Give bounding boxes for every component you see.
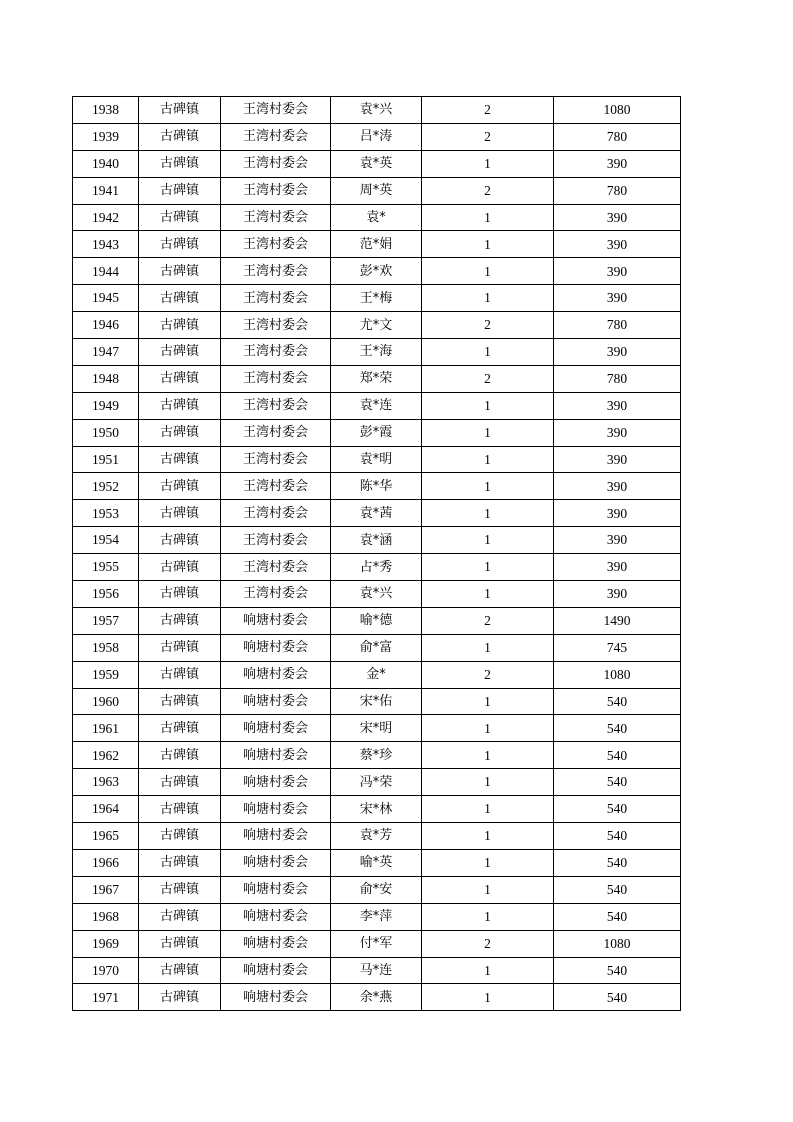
table-row — [73, 607, 681, 634]
table-row — [73, 123, 681, 150]
cell-household-count: 1 — [422, 339, 554, 366]
cell-village-committee: 响塘村委会 — [221, 796, 331, 823]
cell-town: 古碑镇 — [139, 365, 221, 392]
table-row — [73, 688, 681, 715]
cell-serial-number: 1960 — [73, 688, 139, 715]
cell-serial-number: 1948 — [73, 365, 139, 392]
cell-household-count: 1 — [422, 715, 554, 742]
cell-serial-number: 1945 — [73, 285, 139, 312]
cell-household-count: 1 — [422, 473, 554, 500]
table-row — [73, 204, 681, 231]
cell-serial-number: 1956 — [73, 581, 139, 608]
cell-village-committee: 响塘村委会 — [221, 769, 331, 796]
cell-serial-number: 1971 — [73, 984, 139, 1011]
cell-person-name: 马*连 — [331, 957, 422, 984]
cell-town: 古碑镇 — [139, 123, 221, 150]
cell-town: 古碑镇 — [139, 258, 221, 285]
cell-town: 古碑镇 — [139, 473, 221, 500]
cell-village-committee: 响塘村委会 — [221, 661, 331, 688]
table-row — [73, 903, 681, 930]
cell-household-count: 1 — [422, 231, 554, 258]
cell-household-count: 1 — [422, 419, 554, 446]
table-row — [73, 285, 681, 312]
table-row — [73, 365, 681, 392]
cell-village-committee: 王湾村委会 — [221, 258, 331, 285]
cell-amount: 1490 — [554, 607, 681, 634]
cell-village-committee: 王湾村委会 — [221, 285, 331, 312]
table-row — [73, 446, 681, 473]
cell-serial-number: 1944 — [73, 258, 139, 285]
cell-serial-number: 1949 — [73, 392, 139, 419]
cell-village-committee: 王湾村委会 — [221, 446, 331, 473]
cell-household-count: 1 — [422, 823, 554, 850]
cell-serial-number: 1959 — [73, 661, 139, 688]
cell-town: 古碑镇 — [139, 97, 221, 124]
cell-person-name: 宋*佑 — [331, 688, 422, 715]
cell-amount: 540 — [554, 715, 681, 742]
cell-amount: 390 — [554, 285, 681, 312]
cell-serial-number: 1965 — [73, 823, 139, 850]
table-row — [73, 419, 681, 446]
cell-amount: 540 — [554, 742, 681, 769]
cell-town: 古碑镇 — [139, 769, 221, 796]
cell-amount: 390 — [554, 581, 681, 608]
cell-person-name: 金* — [331, 661, 422, 688]
table-row — [73, 231, 681, 258]
cell-serial-number: 1961 — [73, 715, 139, 742]
cell-person-name: 占*秀 — [331, 554, 422, 581]
cell-household-count: 2 — [422, 97, 554, 124]
cell-town: 古碑镇 — [139, 446, 221, 473]
cell-town: 古碑镇 — [139, 634, 221, 661]
cell-household-count: 1 — [422, 688, 554, 715]
cell-person-name: 付*军 — [331, 930, 422, 957]
cell-person-name: 袁*涵 — [331, 527, 422, 554]
cell-town: 古碑镇 — [139, 419, 221, 446]
cell-amount: 745 — [554, 634, 681, 661]
cell-person-name: 袁*兴 — [331, 97, 422, 124]
table-row — [73, 634, 681, 661]
cell-town: 古碑镇 — [139, 204, 221, 231]
cell-serial-number: 1970 — [73, 957, 139, 984]
cell-household-count: 1 — [422, 581, 554, 608]
table-row — [73, 312, 681, 339]
cell-village-committee: 王湾村委会 — [221, 500, 331, 527]
cell-village-committee: 王湾村委会 — [221, 97, 331, 124]
cell-town: 古碑镇 — [139, 876, 221, 903]
cell-household-count: 1 — [422, 446, 554, 473]
cell-village-committee: 王湾村委会 — [221, 177, 331, 204]
cell-household-count: 1 — [422, 796, 554, 823]
table-row — [73, 527, 681, 554]
table-row — [73, 258, 681, 285]
cell-serial-number: 1955 — [73, 554, 139, 581]
cell-town: 古碑镇 — [139, 661, 221, 688]
cell-town: 古碑镇 — [139, 285, 221, 312]
cell-village-committee: 响塘村委会 — [221, 688, 331, 715]
table-row — [73, 581, 681, 608]
table-row — [73, 715, 681, 742]
cell-household-count: 2 — [422, 661, 554, 688]
cell-village-committee: 响塘村委会 — [221, 930, 331, 957]
cell-amount: 780 — [554, 365, 681, 392]
cell-town: 古碑镇 — [139, 231, 221, 258]
table-row — [73, 742, 681, 769]
cell-amount: 390 — [554, 554, 681, 581]
cell-village-committee: 响塘村委会 — [221, 957, 331, 984]
cell-person-name: 袁* — [331, 204, 422, 231]
cell-amount: 540 — [554, 688, 681, 715]
cell-person-name: 李*萍 — [331, 903, 422, 930]
cell-village-committee: 王湾村委会 — [221, 473, 331, 500]
cell-person-name: 喻*英 — [331, 849, 422, 876]
cell-village-committee: 响塘村委会 — [221, 634, 331, 661]
table-row — [73, 177, 681, 204]
cell-household-count: 1 — [422, 903, 554, 930]
cell-person-name: 袁*英 — [331, 150, 422, 177]
cell-person-name: 余*燕 — [331, 984, 422, 1011]
cell-household-count: 1 — [422, 500, 554, 527]
cell-town: 古碑镇 — [139, 177, 221, 204]
cell-village-committee: 响塘村委会 — [221, 849, 331, 876]
cell-person-name: 袁*连 — [331, 392, 422, 419]
cell-town: 古碑镇 — [139, 607, 221, 634]
cell-amount: 780 — [554, 123, 681, 150]
cell-serial-number: 1968 — [73, 903, 139, 930]
cell-town: 古碑镇 — [139, 150, 221, 177]
cell-amount: 1080 — [554, 930, 681, 957]
cell-town: 古碑镇 — [139, 581, 221, 608]
cell-person-name: 彭*欢 — [331, 258, 422, 285]
cell-town: 古碑镇 — [139, 849, 221, 876]
cell-village-committee: 王湾村委会 — [221, 150, 331, 177]
cell-town: 古碑镇 — [139, 500, 221, 527]
cell-person-name: 郑*荣 — [331, 365, 422, 392]
cell-town: 古碑镇 — [139, 392, 221, 419]
cell-serial-number: 1964 — [73, 796, 139, 823]
cell-village-committee: 王湾村委会 — [221, 339, 331, 366]
cell-household-count: 1 — [422, 527, 554, 554]
cell-town: 古碑镇 — [139, 823, 221, 850]
cell-serial-number: 1939 — [73, 123, 139, 150]
cell-serial-number: 1957 — [73, 607, 139, 634]
cell-serial-number: 1947 — [73, 339, 139, 366]
table-row — [73, 150, 681, 177]
cell-village-committee: 响塘村委会 — [221, 715, 331, 742]
cell-amount: 540 — [554, 984, 681, 1011]
cell-serial-number: 1963 — [73, 769, 139, 796]
cell-amount: 540 — [554, 769, 681, 796]
table-row — [73, 339, 681, 366]
cell-serial-number: 1943 — [73, 231, 139, 258]
roster-table — [72, 96, 681, 1011]
cell-amount: 780 — [554, 177, 681, 204]
cell-person-name: 王*梅 — [331, 285, 422, 312]
cell-town: 古碑镇 — [139, 742, 221, 769]
cell-person-name: 俞*富 — [331, 634, 422, 661]
cell-amount: 390 — [554, 231, 681, 258]
cell-town: 古碑镇 — [139, 930, 221, 957]
cell-household-count: 1 — [422, 849, 554, 876]
cell-serial-number: 1954 — [73, 527, 139, 554]
cell-person-name: 陈*华 — [331, 473, 422, 500]
cell-amount: 1080 — [554, 97, 681, 124]
cell-household-count: 2 — [422, 312, 554, 339]
table-row — [73, 823, 681, 850]
cell-town: 古碑镇 — [139, 339, 221, 366]
cell-person-name: 宋*林 — [331, 796, 422, 823]
cell-serial-number: 1938 — [73, 97, 139, 124]
cell-serial-number: 1962 — [73, 742, 139, 769]
cell-village-committee: 王湾村委会 — [221, 231, 331, 258]
table-row — [73, 957, 681, 984]
cell-household-count: 1 — [422, 876, 554, 903]
cell-person-name: 彭*霞 — [331, 419, 422, 446]
cell-serial-number: 1946 — [73, 312, 139, 339]
cell-serial-number: 1969 — [73, 930, 139, 957]
cell-household-count: 2 — [422, 123, 554, 150]
cell-household-count: 1 — [422, 554, 554, 581]
cell-household-count: 1 — [422, 150, 554, 177]
cell-village-committee: 王湾村委会 — [221, 204, 331, 231]
cell-person-name: 王*海 — [331, 339, 422, 366]
cell-amount: 390 — [554, 150, 681, 177]
table-row — [73, 500, 681, 527]
cell-town: 古碑镇 — [139, 715, 221, 742]
cell-household-count: 1 — [422, 984, 554, 1011]
cell-town: 古碑镇 — [139, 527, 221, 554]
cell-person-name: 袁*兴 — [331, 581, 422, 608]
cell-household-count: 1 — [422, 258, 554, 285]
table-row — [73, 97, 681, 124]
cell-amount: 1080 — [554, 661, 681, 688]
cell-serial-number: 1952 — [73, 473, 139, 500]
cell-amount: 780 — [554, 312, 681, 339]
table-row — [73, 554, 681, 581]
cell-serial-number: 1940 — [73, 150, 139, 177]
cell-household-count: 2 — [422, 177, 554, 204]
table-row — [73, 769, 681, 796]
cell-amount: 390 — [554, 419, 681, 446]
cell-serial-number: 1953 — [73, 500, 139, 527]
cell-person-name: 俞*安 — [331, 876, 422, 903]
cell-serial-number: 1967 — [73, 876, 139, 903]
cell-town: 古碑镇 — [139, 688, 221, 715]
cell-village-committee: 王湾村委会 — [221, 419, 331, 446]
cell-serial-number: 1951 — [73, 446, 139, 473]
cell-village-committee: 王湾村委会 — [221, 581, 331, 608]
cell-household-count: 1 — [422, 204, 554, 231]
cell-town: 古碑镇 — [139, 903, 221, 930]
cell-serial-number: 1950 — [73, 419, 139, 446]
cell-amount: 390 — [554, 527, 681, 554]
cell-amount: 540 — [554, 957, 681, 984]
cell-village-committee: 王湾村委会 — [221, 527, 331, 554]
cell-household-count: 2 — [422, 607, 554, 634]
cell-amount: 390 — [554, 392, 681, 419]
cell-amount: 540 — [554, 876, 681, 903]
cell-person-name: 袁*芳 — [331, 823, 422, 850]
cell-amount: 390 — [554, 473, 681, 500]
cell-town: 古碑镇 — [139, 554, 221, 581]
cell-village-committee: 响塘村委会 — [221, 984, 331, 1011]
cell-serial-number: 1958 — [73, 634, 139, 661]
cell-town: 古碑镇 — [139, 957, 221, 984]
cell-person-name: 范*娟 — [331, 231, 422, 258]
cell-village-committee: 王湾村委会 — [221, 392, 331, 419]
cell-serial-number: 1941 — [73, 177, 139, 204]
cell-amount: 390 — [554, 446, 681, 473]
table-row — [73, 473, 681, 500]
cell-town: 古碑镇 — [139, 312, 221, 339]
cell-town: 古碑镇 — [139, 796, 221, 823]
cell-village-committee: 王湾村委会 — [221, 554, 331, 581]
cell-village-committee: 响塘村委会 — [221, 876, 331, 903]
table-row — [73, 849, 681, 876]
cell-village-committee: 王湾村委会 — [221, 123, 331, 150]
roster-table-body — [73, 97, 681, 1011]
cell-household-count: 1 — [422, 742, 554, 769]
cell-household-count: 1 — [422, 957, 554, 984]
cell-household-count: 2 — [422, 365, 554, 392]
cell-person-name: 吕*涛 — [331, 123, 422, 150]
table-row — [73, 661, 681, 688]
cell-person-name: 周*英 — [331, 177, 422, 204]
cell-serial-number: 1966 — [73, 849, 139, 876]
cell-household-count: 2 — [422, 930, 554, 957]
cell-serial-number: 1942 — [73, 204, 139, 231]
table-row — [73, 796, 681, 823]
cell-person-name: 蔡*珍 — [331, 742, 422, 769]
cell-household-count: 1 — [422, 634, 554, 661]
table-row — [73, 930, 681, 957]
cell-amount: 390 — [554, 339, 681, 366]
cell-amount: 390 — [554, 500, 681, 527]
cell-town: 古碑镇 — [139, 984, 221, 1011]
cell-village-committee: 响塘村委会 — [221, 903, 331, 930]
cell-person-name: 宋*明 — [331, 715, 422, 742]
cell-amount: 540 — [554, 849, 681, 876]
cell-person-name: 冯*荣 — [331, 769, 422, 796]
cell-person-name: 袁*明 — [331, 446, 422, 473]
cell-person-name: 尤*文 — [331, 312, 422, 339]
cell-amount: 390 — [554, 204, 681, 231]
cell-household-count: 1 — [422, 392, 554, 419]
cell-village-committee: 响塘村委会 — [221, 742, 331, 769]
cell-amount: 540 — [554, 823, 681, 850]
cell-household-count: 1 — [422, 769, 554, 796]
cell-amount: 540 — [554, 903, 681, 930]
cell-village-committee: 响塘村委会 — [221, 823, 331, 850]
cell-amount: 390 — [554, 258, 681, 285]
cell-amount: 540 — [554, 796, 681, 823]
cell-person-name: 袁*茜 — [331, 500, 422, 527]
cell-village-committee: 响塘村委会 — [221, 607, 331, 634]
table-row — [73, 984, 681, 1011]
table-row — [73, 876, 681, 903]
cell-person-name: 喻*德 — [331, 607, 422, 634]
table-row — [73, 392, 681, 419]
cell-village-committee: 王湾村委会 — [221, 365, 331, 392]
cell-village-committee: 王湾村委会 — [221, 312, 331, 339]
cell-household-count: 1 — [422, 285, 554, 312]
